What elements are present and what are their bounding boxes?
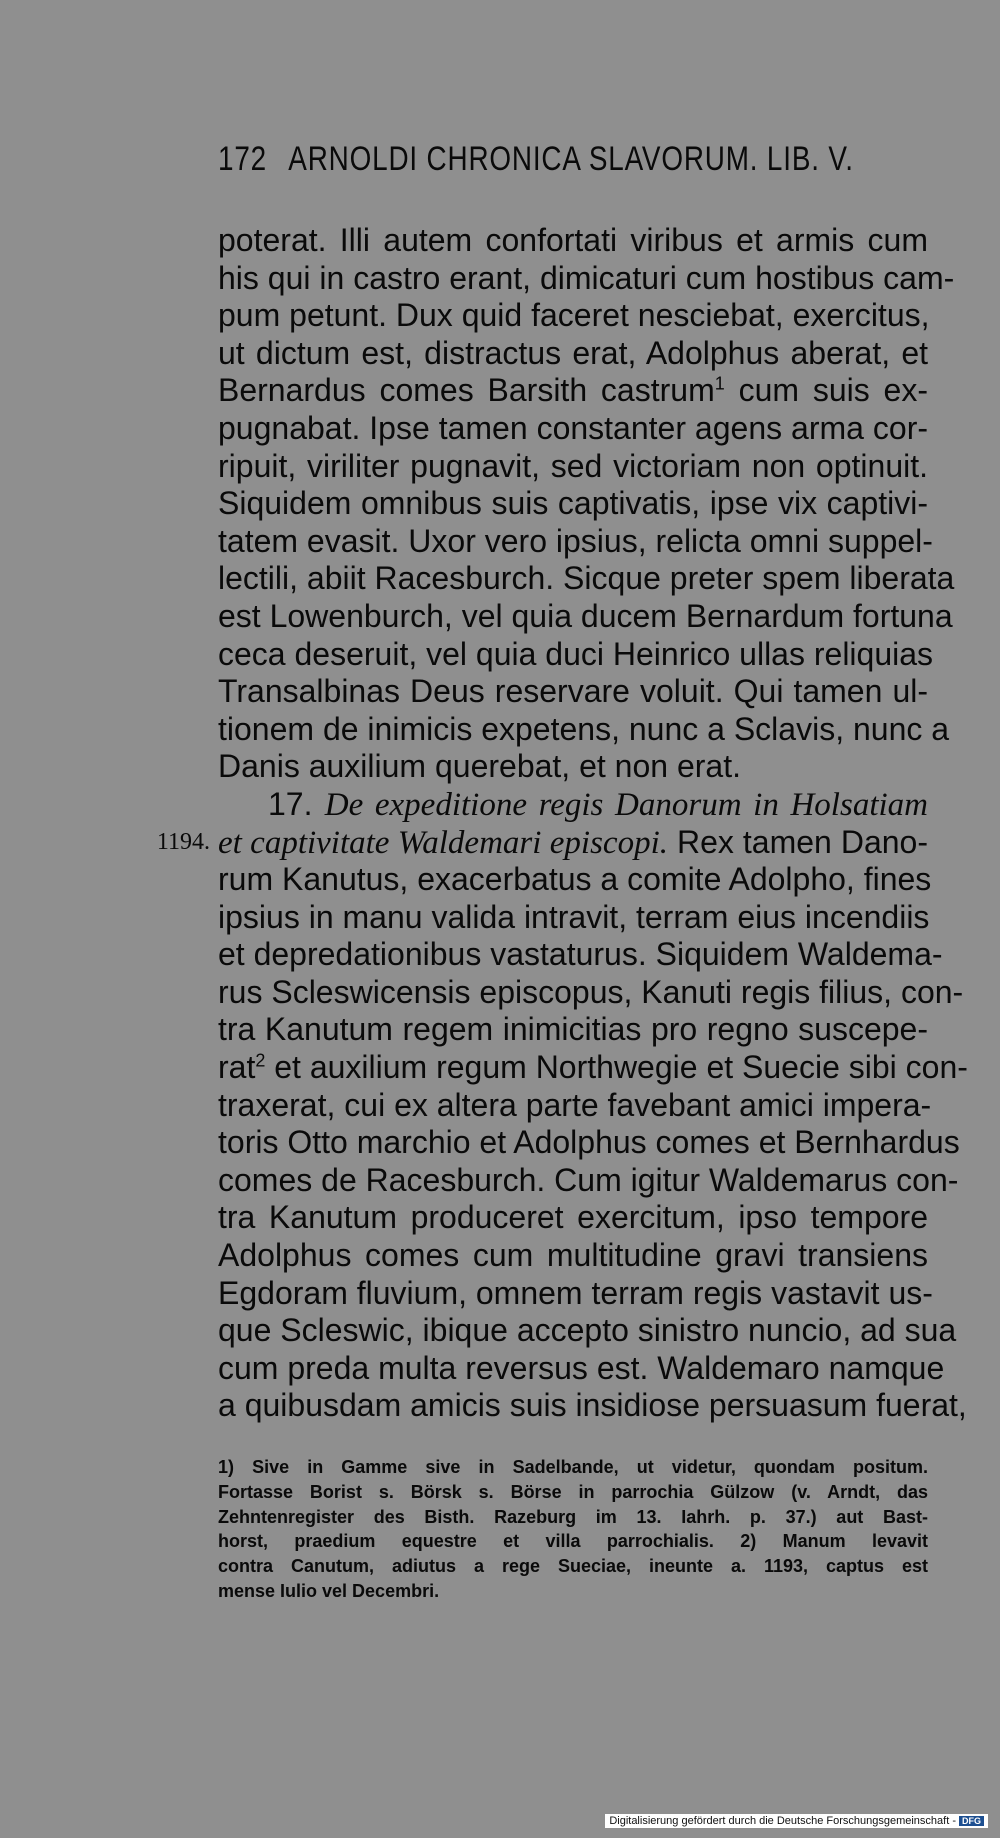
text-line: ripuit, viriliter pugnavit, sed victoriam non optinuit. <box>218 447 928 484</box>
text-line: Danis auxilium querebat, et non erat. <box>218 748 741 785</box>
text-line: comes de Racesburch. Cum igitur Waldemarus con- <box>218 1161 959 1198</box>
footnotes <box>218 1455 928 1604</box>
chapter-number: 17. <box>268 785 313 822</box>
digitization-credit[interactable] <box>605 1814 988 1828</box>
text-line: 1194. et captivitate Waldemari episcopi. Rex tamen Dano- <box>218 824 928 862</box>
text-line: toris Otto marchio et Adolphus comes et Bernhardus <box>218 1124 960 1161</box>
text-line: rus Scleswicensis episcopus, Kanuti regis filius, con- <box>218 973 964 1010</box>
footnote-ref-2[interactable]: 2 <box>255 1050 266 1071</box>
text-line: traxerat, cui ex altera parte favebant amici impera- <box>218 1086 932 1123</box>
chapter-heading <box>218 786 928 824</box>
text-line: ut dictum est, distractus erat, Adolphus aberat, et <box>218 334 928 371</box>
text-line: tra Kanutum produceret exercitum, ipso tempore <box>218 1199 928 1236</box>
text-line: tionem de inimicis expetens, nunc a Sclavis, nunc a <box>218 710 950 747</box>
text-line: Bernardus comes Barsith castrum$^1$ cum suis ex- <box>218 372 929 409</box>
footnote-line: contra Canutum, adiutus a rege Sueciae, ineunte a. 1193, captus est <box>218 1556 928 1577</box>
text-line: est Lowenburch, vel quia ducem Bernardum fortuna <box>218 597 953 634</box>
credit-text: Digitalisierung gefördert durch die Deutsche Forschungsgemeinschaft - <box>609 1815 956 1827</box>
dfg-logo: DFG <box>959 1816 984 1826</box>
text-line: ceca deseruit, vel quia duci Heinrico ullas reliquias <box>218 635 934 672</box>
footnote-ref-1[interactable]: 1 <box>714 373 725 394</box>
text-line: pugnabat. Ipse tamen constanter agens arma cor- <box>218 409 928 446</box>
text-line: his qui in castro erant, dimicaturi cum hostibus cam- <box>218 259 955 296</box>
text-line: Siquidem omnibus suis captivatis, ipse vix captivi- <box>218 485 928 522</box>
footnote-line: Fortasse Borist s. Börsk s. Börse in parrochia Gülzow (v. Arndt, das <box>218 1481 928 1502</box>
text-line: Adolphus comes cum multitudine gravi transiens <box>218 1237 928 1274</box>
margin-year: 1194. <box>156 828 210 855</box>
running-title: ARNOLDI CHRONICA SLAVORUM. LIB. V. <box>288 140 854 178</box>
footnote-line: mense Iulio vel Decembri. <box>218 1580 440 1601</box>
text-line: poterat. Illi autem confortati viribus et armis cum <box>218 222 928 258</box>
chapter-title: De expeditione regis Danorum in Holsatiam <box>324 786 928 823</box>
text-line: rum Kanutus, exacerbatus a comite Adolpho, fines <box>218 861 932 898</box>
text-line: tra Kanutum regem inimicitias pro regno suscepe- <box>218 1011 928 1048</box>
running-header <box>218 140 854 186</box>
text-line: tatem evasit. Uxor vero ipsius, relicta omni suppel- <box>218 522 933 559</box>
text-line: pum petunt. Dux quid faceret nesciebat, exercitus, <box>218 297 930 334</box>
footnote-line: 1) Sive in Gamme sive in Sadelbande, ut videtur, quondam positum. <box>218 1457 928 1477</box>
text-line: que Scleswic, ibique accepto sinistro nuncio, ad sua <box>218 1312 957 1349</box>
text-line: cum preda multa reversus est. Waldemaro namque <box>218 1349 945 1386</box>
text-line: ipsius in manu valida intravit, terram eius incendiis <box>218 898 930 935</box>
text-line: rat$^2$ et auxilium regum Northwegie et Suecie sibi con- <box>218 1049 968 1086</box>
text-line: et depredationibus vastaturus. Siquidem Waldema- <box>218 936 943 973</box>
text-line: a quibusdam amicis suis insidiose persuasum fuerat, <box>218 1387 967 1424</box>
page-number: 172 <box>218 140 267 178</box>
text-line: Egdoram fluvium, omnem terram regis vastavit us- <box>218 1274 933 1311</box>
text-line: Transalbinas Deus reservare voluit. Qui tamen ul- <box>218 673 928 710</box>
main-text <box>156 222 968 1425</box>
text-line: lectili, abiit Racesburch. Sicque preter spem liberata <box>218 560 955 597</box>
footnote-line: Zehntenregister des Bisth. Razeburg im 13. Iahrh. p. 37.) aut Bast- <box>218 1506 928 1527</box>
footnote-line: horst, praedium equestre et villa parrochialis. 2) Manum levavit <box>218 1531 928 1552</box>
